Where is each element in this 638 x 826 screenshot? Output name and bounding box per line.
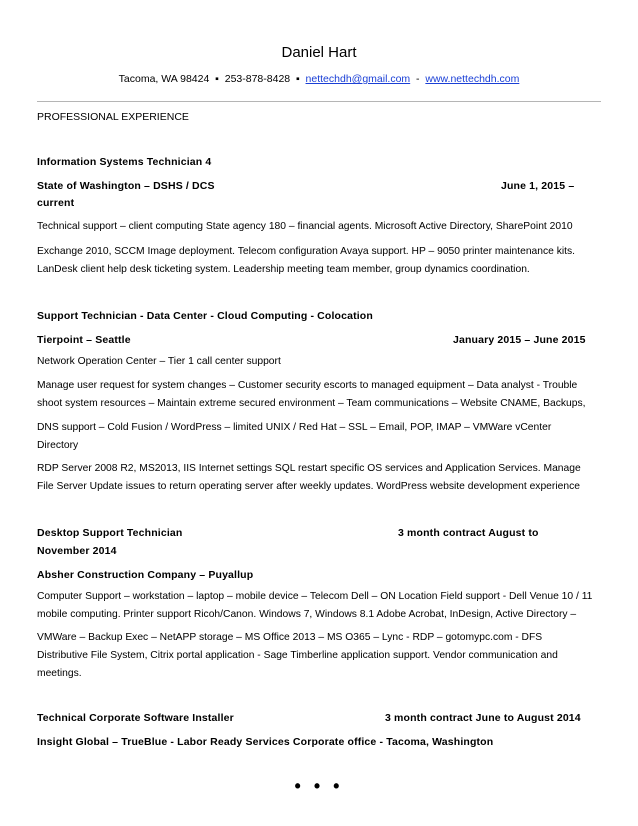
job-description-line: mobile computing. Printer support Ricoh/Canon. Windows 7, Windows 8.1 Adobe Acrobat, InDesign, Active Directory –: [37, 609, 577, 620]
job-title: Desktop Support Technician: [37, 527, 183, 539]
separator-dash: -: [416, 73, 420, 85]
job-description-line: Technical support – client computing State agency 180 – financial agents. Microsoft Active Directory, SharePoint 2010: [37, 221, 573, 232]
job-title: Support Technician - Data Center - Cloud Computing - Colocation: [37, 310, 373, 322]
job-dates: 3 month contract June to August 2014: [385, 712, 581, 724]
job-employer: State of Washington – DSHS / DCS: [37, 180, 215, 192]
job-description-line: Computer Support – workstation – laptop – mobile device – Telecom Dell – ON Location Field support - Dell Venue 10 / 11: [37, 591, 593, 602]
job-title: Technical Corporate Software Installer: [37, 712, 234, 724]
job-description-line: shoot system resources – Maintain extreme secured environment – Team communications – Website CNAME, Backups,: [37, 398, 586, 409]
address: Tacoma, WA 98424: [118, 73, 210, 85]
separator-bullet: ▪: [215, 73, 219, 85]
job-dates-continued: current: [37, 197, 75, 209]
job-description-line: VMWare – Backup Exec – NetAPP storage – MS Office 2013 – MS O365 – Lync - RDP – gotomypc.com - DFS: [37, 632, 543, 643]
job-dates: 3 month contract August to: [398, 527, 539, 539]
job-description-line: Exchange 2010, SCCM Image deployment. Telecom configuration Avaya support. HP – 9050 printer maintenance kits.: [37, 246, 576, 257]
resume-name: Daniel Hart: [281, 44, 357, 61]
website-link[interactable]: www.nettechdh.com: [425, 73, 520, 85]
job-description-line: Manage user request for system changes – Customer security escorts to managed equipment – Data analyst - Trouble: [37, 380, 578, 391]
job-description-line: File Server Update issues to return operating server after weekly updates. WordPress website development experience: [37, 481, 580, 492]
job-description-line: RDP Server 2008 R2, MS2013, IIS Internet settings SQL restart specific OS services and Application Services. Manage: [37, 463, 581, 474]
job-dates-continued: November 2014: [37, 545, 117, 557]
job-description-line: Distributive File System, Citrix portal application - Sage Timberline application support. Vendor communication and: [37, 650, 558, 661]
job-dates: June 1, 2015 –: [501, 180, 575, 192]
job-description-line: DNS support – Cold Fusion / WordPress – limited UNIX / Red Hat – SSL – Email, POP, IMAP – VMWare vCenter: [37, 422, 552, 433]
job-description-line: Directory: [37, 440, 79, 451]
job-title: Information Systems Technician 4: [37, 156, 212, 168]
job-description-line: Network Operation Center – Tier 1 call center support: [37, 356, 281, 367]
job-employer: Insight Global – TrueBlue - Labor Ready Services Corporate office - Tacoma, Washington: [37, 736, 494, 748]
job-dates: January 2015 – June 2015: [453, 334, 586, 346]
job-employer: Tierpoint – Seattle: [37, 334, 131, 346]
header-divider: [37, 101, 601, 102]
job-employer: Absher Construction Company – Puyallup: [37, 569, 254, 581]
phone: 253-878-8428: [224, 73, 291, 85]
job-description-line: meetings.: [37, 668, 82, 679]
email-link[interactable]: nettechdh@gmail.com: [305, 73, 411, 85]
job-description-line: LanDesk client help desk ticketing system. Leadership meeting team member, group dynamics coordination.: [37, 264, 530, 275]
contact-line: [0, 73, 638, 85]
separator-bullet: ▪: [295, 73, 300, 85]
continuation-dots: • • •: [294, 776, 344, 796]
section-title: PROFESSIONAL EXPERIENCE: [37, 111, 189, 123]
